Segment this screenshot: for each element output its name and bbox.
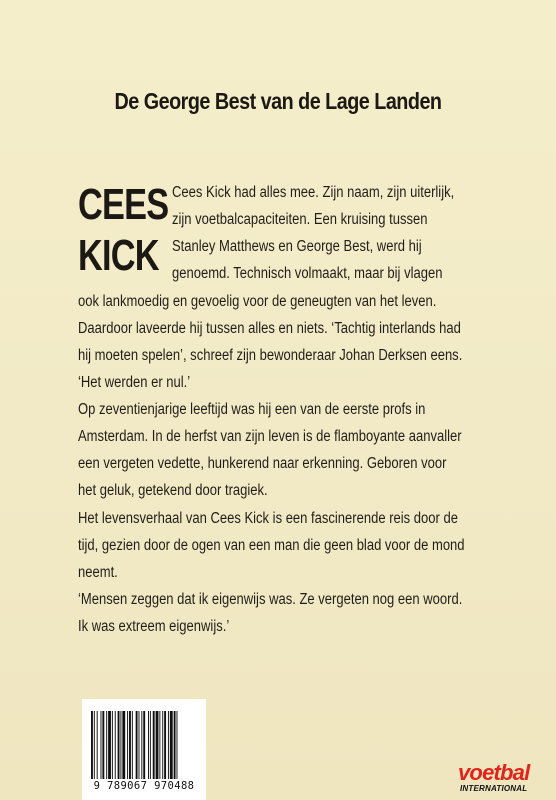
barcode-bar bbox=[168, 711, 169, 779]
barcode-bar bbox=[115, 711, 116, 779]
body-line: genoemd. Technisch volmaakt, maar bij vlagen bbox=[172, 265, 443, 282]
barcode-bar bbox=[148, 711, 149, 779]
body-line: Ik was extreem eigenwijs.’ bbox=[78, 618, 230, 635]
isbn-barcode bbox=[82, 699, 206, 800]
cover-headline: De George Best van de Lage Landen bbox=[114, 88, 442, 114]
body-line: een vergeten vedette, hunkerend naar erkenning. Geboren voor bbox=[78, 455, 447, 472]
barcode-bar bbox=[139, 711, 140, 779]
title-line-cees: CEES bbox=[78, 180, 169, 229]
body-line: Cees Kick had alles mee. Zijn naam, zijn uiterlijk, bbox=[172, 184, 455, 201]
barcode-bar bbox=[112, 711, 113, 779]
body-line: ‘Het werden er nul.’ bbox=[78, 374, 191, 391]
body-line: Amsterdam. In de herfst van zijn leven is de flamboyante aanvaller bbox=[78, 428, 462, 445]
publisher-logo bbox=[456, 762, 552, 796]
barcode-bar bbox=[101, 711, 102, 779]
barcode-bar bbox=[122, 711, 125, 779]
barcode-bar bbox=[143, 711, 145, 779]
barcode-bar bbox=[164, 711, 166, 779]
body-line: het geluk, getekend door tragiek. bbox=[78, 482, 268, 499]
barcode-bar bbox=[162, 711, 163, 779]
logo-subtitle: INTERNATIONAL bbox=[460, 784, 528, 793]
body-line: zijn voetbalcapaciteiten. Een kruising tussen bbox=[172, 211, 428, 228]
barcode-bar bbox=[174, 711, 176, 779]
body-line: ook lankmoedig en gevoelig voor de geneugten van het leven. bbox=[78, 293, 437, 310]
barcode-bar bbox=[94, 711, 95, 779]
barcode-bar bbox=[120, 711, 121, 779]
barcode-bar bbox=[129, 711, 131, 779]
barcode-bar bbox=[153, 711, 155, 779]
barcode-bar bbox=[108, 711, 111, 779]
body-line: Het levensverhaal van Cees Kick is een fascinerende reis door de bbox=[78, 510, 458, 527]
barcode-bar bbox=[141, 711, 142, 779]
body-line: neemt. bbox=[78, 564, 118, 581]
barcode-bar bbox=[177, 711, 178, 779]
barcode-bar bbox=[132, 711, 133, 779]
barcode-bar bbox=[118, 711, 120, 779]
barcode-bar bbox=[156, 711, 159, 779]
barcode-bar bbox=[159, 711, 160, 779]
body-line: Daardoor laveerde hij tussen alles en niets. ‘Tachtig interlands had bbox=[78, 320, 461, 337]
title-line-kick: KICK bbox=[78, 231, 159, 280]
barcode-bar bbox=[136, 711, 138, 779]
body-line: Op zeventienjarige leeftijd was hij een van de eerste profs in bbox=[78, 401, 426, 418]
barcode-bar bbox=[102, 711, 104, 779]
barcode-bar bbox=[150, 711, 151, 779]
body-line: ‘Mensen zeggen dat ik eigenwijs was. Ze vergeten nog een woord. bbox=[78, 591, 463, 608]
body-line: tijd, gezien door de ogen van een man die geen blad voor de mond bbox=[78, 537, 465, 554]
barcode-bar bbox=[127, 711, 128, 779]
barcode-bar bbox=[106, 711, 107, 779]
body-line: Stanley Matthews en George Best, werd hij bbox=[172, 238, 422, 255]
barcode-bars bbox=[91, 711, 197, 779]
barcode-bar bbox=[97, 711, 98, 779]
barcode-digits: 9 789067 970488 bbox=[93, 780, 195, 792]
body-line: hij moeten spelen’, schreef zijn bewonderaar Johan Derksen eens. bbox=[78, 347, 463, 364]
barcode-bar bbox=[170, 711, 173, 779]
barcode-bar bbox=[91, 711, 93, 779]
logo-wordmark: voetbal bbox=[458, 760, 530, 785]
